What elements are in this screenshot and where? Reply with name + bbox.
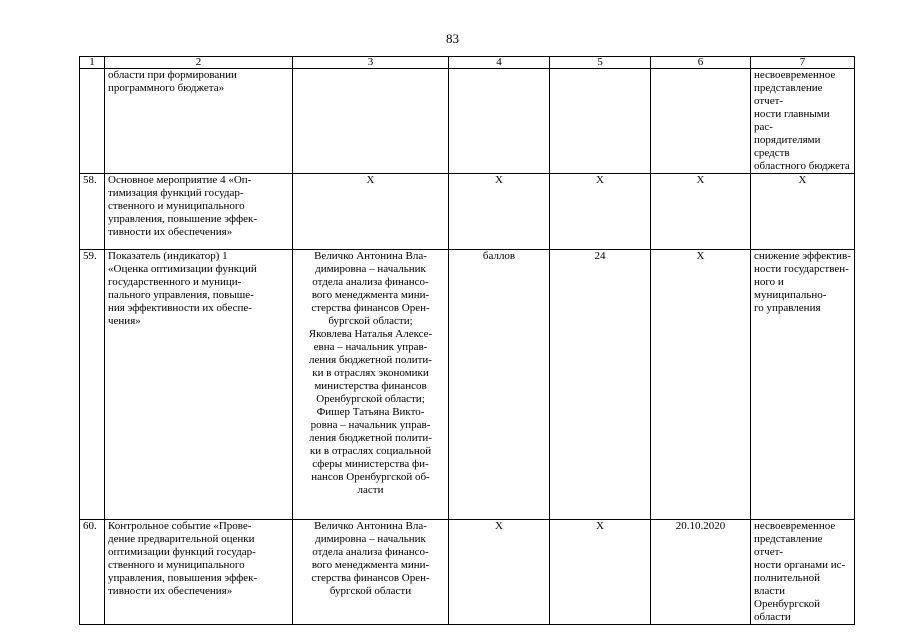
consequence-cell: несвоевременное представление отчет- ности главными рас- порядителями средств областного бюджета [751, 69, 855, 174]
consequence-cell: снижение эффектив- ности государствен- ного и муниципально- го управления [751, 250, 855, 520]
value-cell [550, 69, 651, 174]
measure-name: области при формировании программного бюджета» [105, 69, 293, 174]
measures-table [79, 56, 855, 625]
date-cell: Х [651, 174, 751, 250]
column-header: 1 [80, 57, 105, 69]
date-cell: 20.10.2020 [651, 520, 751, 625]
row-number: 59. [80, 250, 105, 520]
value-cell: Х [550, 174, 651, 250]
row-number [80, 69, 105, 174]
measure-name: Основное мероприятие 4 «Оп- тимизация функций государ- ственного и муниципального управления, повышение эффек- тивности их обеспечения» [105, 174, 293, 250]
consequence-cell: несвоевременное представление отчет- ности органами ис- полнительной власти Оренбургской области [751, 520, 855, 625]
column-header: 4 [449, 57, 550, 69]
date-cell [651, 69, 751, 174]
consequence-cell: Х [751, 174, 855, 250]
responsible-cell [293, 69, 449, 174]
table-row [80, 69, 855, 174]
measure-name: Контрольное событие «Прове- дение предварительной оценки оптимизации функций государ- ственного и муниципального управления, повышения эффек- тивности их обеспечения» [105, 520, 293, 625]
column-header: 6 [651, 57, 751, 69]
value-cell: Х [550, 520, 651, 625]
column-header: 3 [293, 57, 449, 69]
unit-cell: Х [449, 174, 550, 250]
responsible-cell: Величко Антонина Вла- димировна – начальник отдела анализа финансо- вого менеджмента мини- стерства финансов Орен- бургской области; Яковлева Наталья Алексе- евна – начальник управ- ления бюджетной полити- ки в отраслях экономики министерства финансов Оренбургской области; Фишер Татьяна Викто- ровна – начальник управ- ления бюджетной полити- ки в отраслях социальной сферы министерства фи- нансов Оренбургской об- ласти [293, 250, 449, 520]
table-row [80, 520, 855, 625]
column-number-row [80, 57, 855, 69]
row-number: 58. [80, 174, 105, 250]
unit-cell: баллов [449, 250, 550, 520]
column-header: 7 [751, 57, 855, 69]
row-number: 60. [80, 520, 105, 625]
measure-name: Показатель (индикатор) 1 «Оценка оптимизации функций государственного и муници- пального управления, повыше- ния эффективности их обеспе- чения» [105, 250, 293, 520]
value-cell: 24 [550, 250, 651, 520]
table-row [80, 250, 855, 520]
responsible-cell: Величко Антонина Вла- димировна – начальник отдела анализа финансо- вого менеджмента мини- стерства финансов Орен- бургской области [293, 520, 449, 625]
unit-cell [449, 69, 550, 174]
date-cell: Х [651, 250, 751, 520]
responsible-cell: Х [293, 174, 449, 250]
table-row [80, 174, 855, 250]
unit-cell: Х [449, 520, 550, 625]
column-header: 2 [105, 57, 293, 69]
page-number: 83 [446, 31, 459, 46]
column-header: 5 [550, 57, 651, 69]
